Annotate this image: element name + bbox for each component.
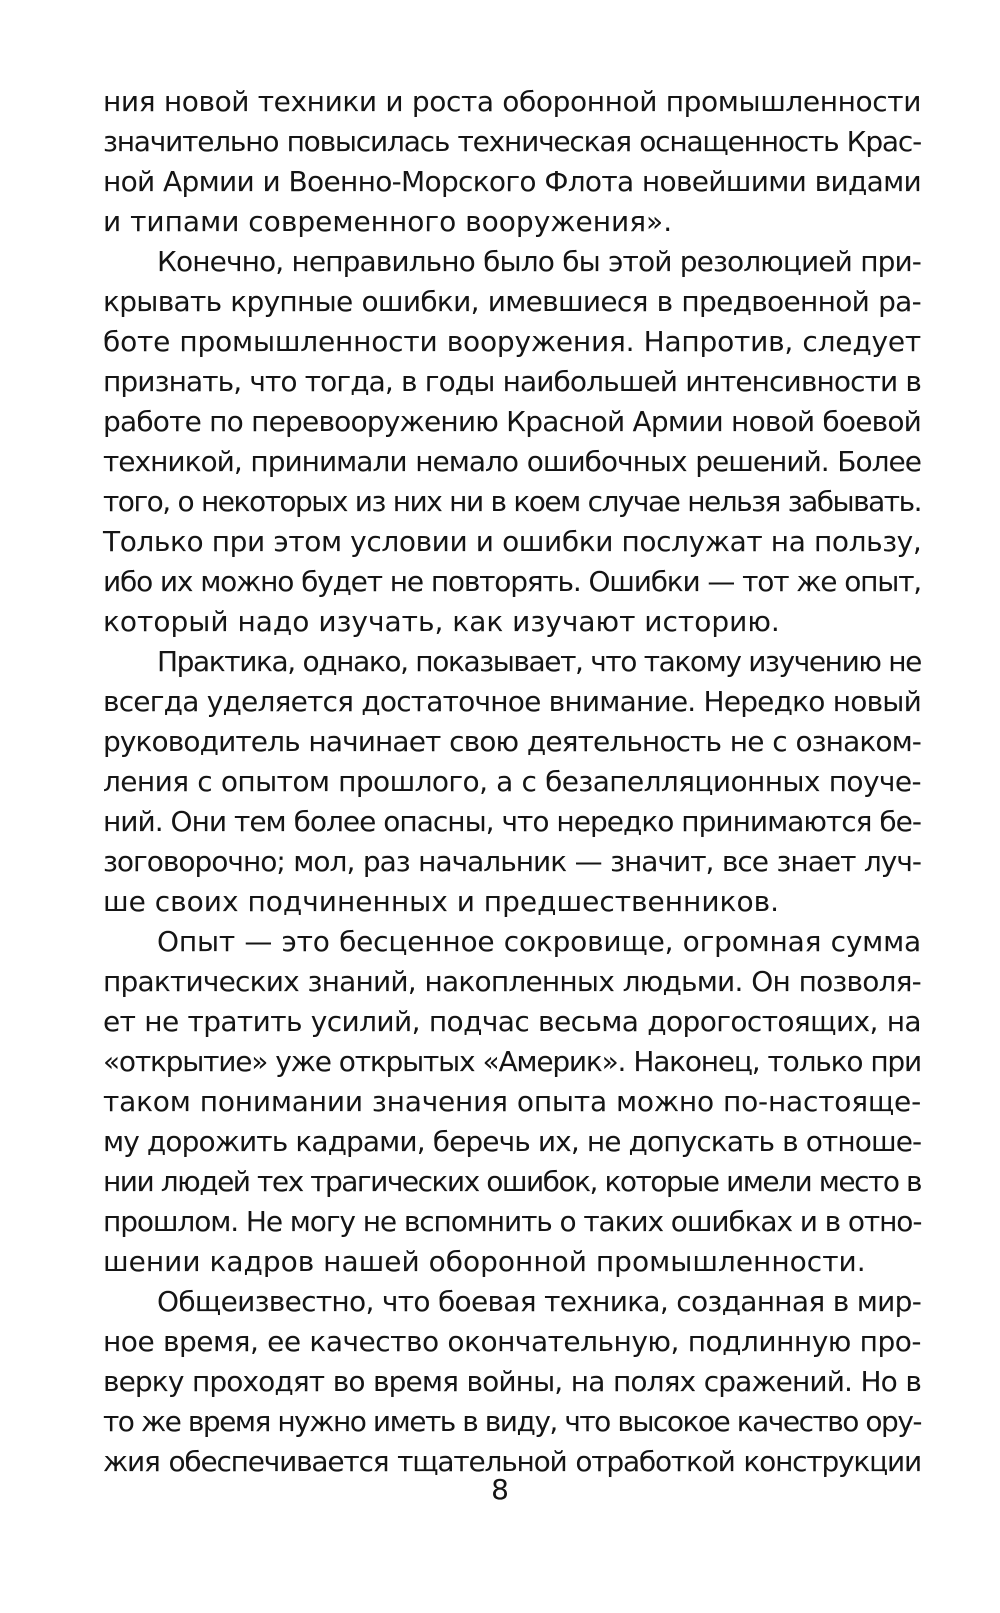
text-line: жия обеспечивается тщательной отработкой конструкции — [103, 1445, 921, 1478]
text-line: крывать крупные ошибки, имевшиеся в предвоенной ра- — [103, 285, 921, 318]
text-line: Общеизвестно, что боевая техника, созданная в мир- — [157, 1285, 922, 1318]
text-line: ления с опытом прошлого, а с безапелляционных поуче- — [103, 765, 921, 798]
text-line: значительно повысилась техническая оснащенность Крас- — [103, 125, 921, 158]
text-line: практических знаний, накопленных людьми. Он позволя- — [103, 965, 921, 998]
text-line: ше своих подчиненных и предшественников. — [103, 885, 780, 918]
text-line: признать, что тогда, в годы наибольшей интенсивности в — [103, 365, 921, 398]
text-line: «открытие» уже открытых «Америк». Наконец, только при — [103, 1045, 921, 1078]
text-line: Практика, однако, показывает, что такому изучению не — [157, 645, 921, 678]
text-line: зоговорочно; мол, раз начальник — значит, все знает луч- — [103, 845, 921, 878]
text-line: всегда уделяется достаточное внимание. Нередко новый — [103, 685, 921, 718]
text-line: шении кадров нашей оборонной промышленности. — [103, 1245, 866, 1278]
text-line: Конечно, неправильно было бы этой резолюцией при- — [157, 245, 921, 278]
text-line: техникой, принимали немало ошибочных решений. Более — [103, 445, 921, 478]
text-line: верку проходят во время войны, на полях сражений. Но в — [103, 1365, 921, 1398]
text-line: и типами современного вооружения». — [103, 205, 673, 238]
text-line: ний. Они тем более опасны, что нередко принимаются бе- — [103, 805, 921, 838]
body-text — [103, 82, 921, 1482]
page-number: 8 — [491, 1473, 509, 1506]
text-line: ное время, ее качество окончательную, подлинную про- — [103, 1325, 921, 1358]
text-line: работе по перевооружению Красной Армии новой боевой — [103, 405, 922, 438]
text-line: того, о некоторых из них ни в коем случае нельзя забывать. — [103, 485, 921, 518]
text-line: боте промышленности вооружения. Напротив, следует — [103, 325, 921, 358]
text-line: ибо их можно будет не повторять. Ошибки — тот же опыт, — [103, 565, 921, 598]
text-line: который надо изучать, как изучают историю. — [103, 605, 780, 638]
text-line: таком понимании значения опыта можно по-настояще- — [103, 1085, 921, 1118]
text-line: то же время нужно иметь в виду, что высокое качество ору- — [103, 1405, 921, 1438]
text-line: ет не тратить усилий, подчас весьма дорогостоящих, на — [103, 1005, 921, 1038]
text-line: прошлом. Не могу не вспомнить о таких ошибках и в отно- — [103, 1205, 922, 1238]
text-line: ной Армии и Военно-Морского Флота новейшими видами — [103, 165, 921, 198]
text-line: му дорожить кадрами, беречь их, не допускать в отноше- — [103, 1125, 922, 1158]
text-line: руководитель начинает свою деятельность не с ознаком- — [103, 725, 921, 758]
text-line: нии людей тех трагических ошибок, которые имели место в — [103, 1165, 921, 1198]
text-line: Опыт — это бесценное сокровище, огромная сумма — [157, 925, 921, 958]
text-line: ния новой техники и роста оборонной промышленности — [103, 85, 921, 118]
text-line: Только при этом условии и ошибки послужат на пользу, — [103, 525, 922, 558]
